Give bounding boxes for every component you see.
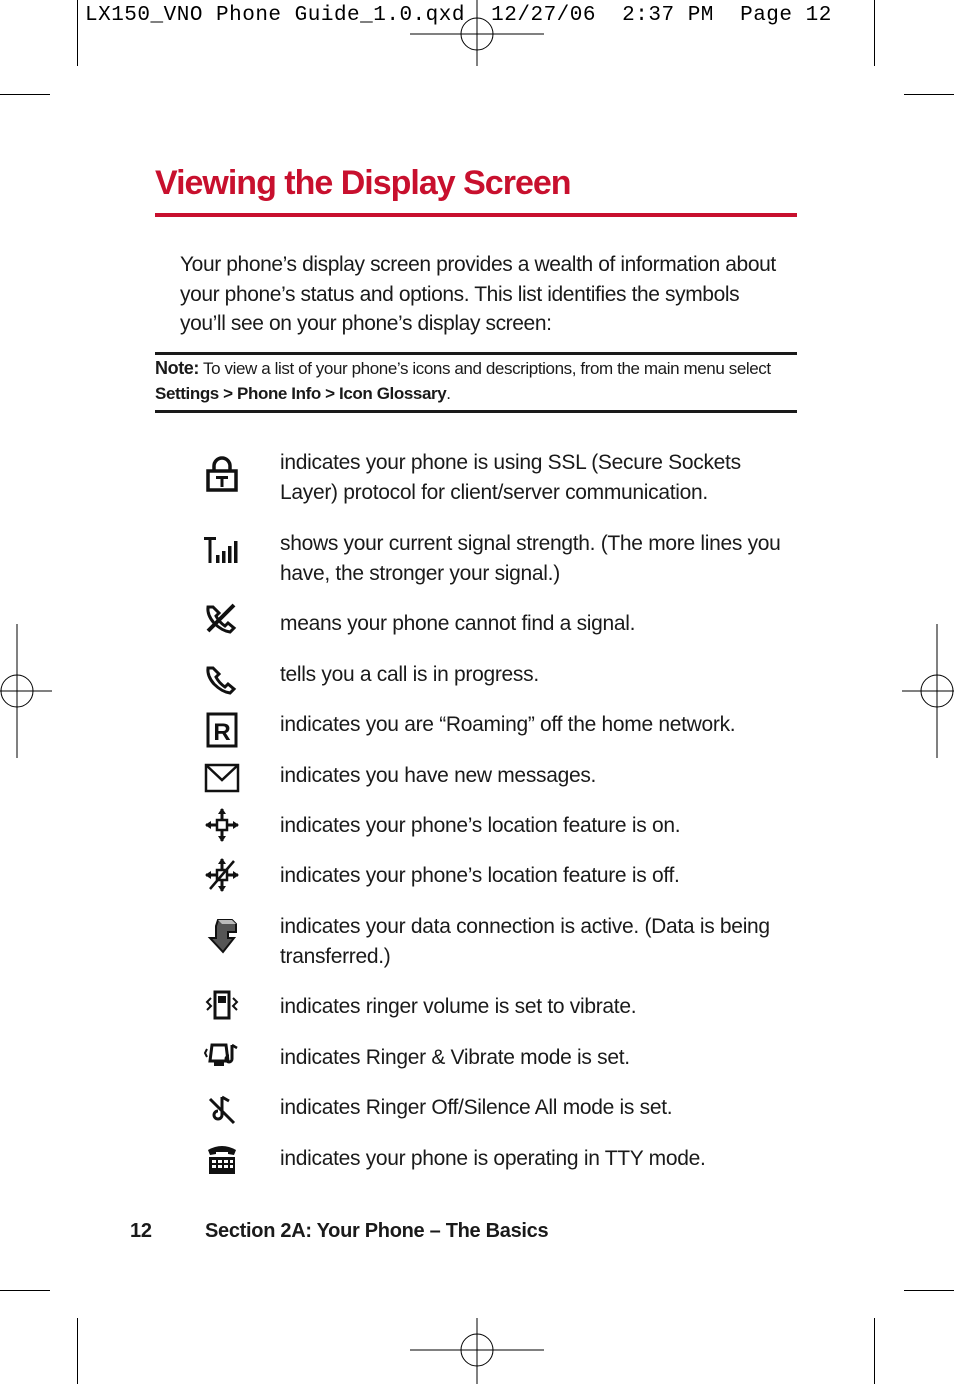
svg-text:R: R xyxy=(213,719,231,746)
signal-strength-icon xyxy=(200,533,244,573)
icon-description: indicates you have new messages. xyxy=(280,764,597,787)
location-on-icon xyxy=(200,807,244,847)
note-bottom-rule xyxy=(155,410,797,413)
crop-mark xyxy=(904,94,954,95)
registration-mark-icon xyxy=(410,0,544,66)
ringer-vibrate-icon xyxy=(200,1039,244,1079)
crop-mark xyxy=(77,0,78,66)
icon-description: tells you a call is in progress. xyxy=(280,663,539,686)
registration-mark-icon xyxy=(410,1318,544,1384)
new-message-icon xyxy=(200,761,244,801)
icon-description: indicates Ringer & Vibrate mode is set. xyxy=(280,1046,630,1069)
section-title: Section 2A: Your Phone – The Basics xyxy=(205,1220,549,1242)
silence-all-icon xyxy=(200,1091,244,1131)
call-in-progress-icon xyxy=(200,662,244,702)
crop-mark xyxy=(874,0,875,66)
note-end: . xyxy=(446,384,451,403)
icon-description: indicates Ringer Off/Silence All mode is set. xyxy=(280,1096,673,1119)
icon-description: indicates your data connection is active. (Data is being transferred.) xyxy=(280,915,770,968)
registration-mark-icon xyxy=(902,624,954,758)
roaming-icon xyxy=(200,712,244,752)
print-slug: LX150_VNO Phone Guide_1.0.qxd 12/27/06 2:37 PM Page 12 xyxy=(85,4,832,27)
icon-description: shows your current signal strength. (The more lines you have, the stronger your signal.) xyxy=(280,532,781,585)
menu-path: Settings > Phone Info > Icon Glossary xyxy=(155,384,447,403)
registration-mark-icon xyxy=(0,624,52,758)
icon-description: indicates your phone’s location feature is on. xyxy=(280,814,681,837)
icon-description: indicates your phone is operating in TTY mode. xyxy=(280,1147,706,1170)
note-box xyxy=(155,356,797,406)
data-active-icon xyxy=(200,918,244,958)
icon-description: indicates ringer volume is set to vibrate. xyxy=(280,995,637,1018)
title-underline xyxy=(155,213,797,217)
note-text: To view a list of your phone’s icons and descriptions, from the main menu select xyxy=(199,359,771,378)
page-title: Viewing the Display Screen xyxy=(155,164,571,202)
ssl-lock-icon xyxy=(200,456,244,496)
icon-description: indicates your phone is using SSL (Secure Sockets Layer) protocol for client/server communication. xyxy=(280,451,741,504)
page-number: 12 xyxy=(130,1220,152,1242)
no-signal-icon xyxy=(200,601,244,641)
icon-description: means your phone cannot find a signal. xyxy=(280,612,636,635)
vibrate-icon xyxy=(200,988,244,1028)
icon-description: indicates you are “Roaming” off the home network. xyxy=(280,713,736,736)
note-top-rule xyxy=(155,352,797,355)
location-off-icon xyxy=(200,857,244,897)
intro-paragraph: Your phone’s display screen provides a wealth of information about your phone’s status and options. This list identifies the symbols you’ll see on your phone’s display screen: xyxy=(180,253,776,335)
tty-icon xyxy=(200,1142,244,1182)
crop-mark xyxy=(0,94,50,95)
crop-mark xyxy=(904,1290,954,1291)
icon-description: indicates your phone’s location feature is off. xyxy=(280,864,680,887)
crop-mark xyxy=(874,1318,875,1384)
note-label: Note: xyxy=(155,358,199,378)
crop-mark xyxy=(77,1318,78,1384)
crop-mark xyxy=(0,1290,50,1291)
